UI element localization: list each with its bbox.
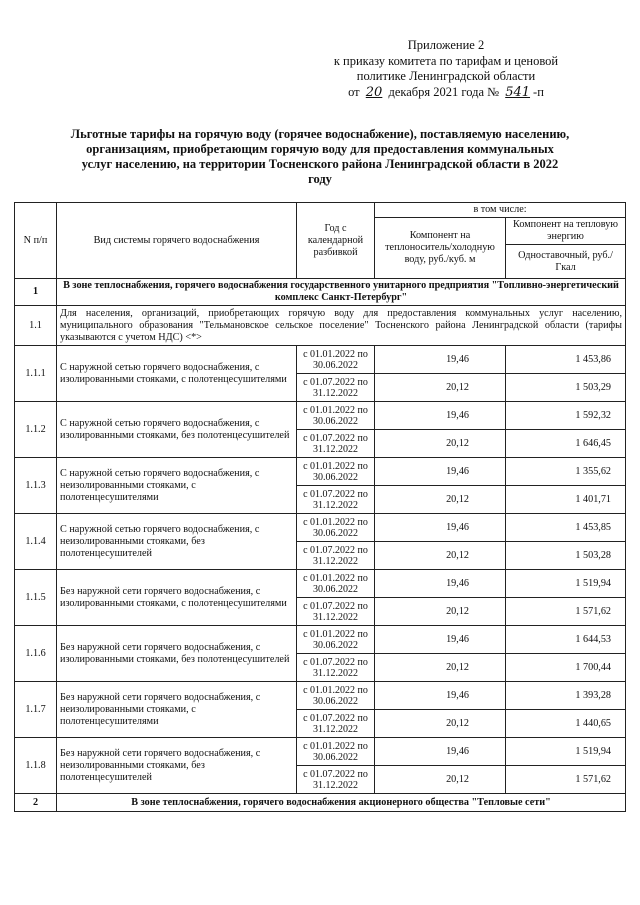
subsection-1-1-text: Для населения, организаций, приобретающих горячую воду для предоставления коммунальных услуг населению, муниципального образования "Тельмановское сельское поселение" Тосненского района Ленинградской области (тарифы указываются с учетом НДС) <*> [57,306,626,346]
table-row [15,514,626,542]
table-row [15,682,626,710]
row-num: 1.1.3 [15,458,57,514]
row-period-2: с 01.07.2022 по 31.12.2022 [297,486,375,514]
row-heat-value-2: 1 571,62 [506,598,626,626]
row-period-1: с 01.01.2022 по 30.06.2022 [297,682,375,710]
section-row-2 [15,794,626,812]
tariff-table [14,202,626,812]
table-row [15,458,626,486]
row-description: С наружной сетью горячего водоснабжения, с изолированными стояками, без полотенцесушителей [57,402,297,458]
row-period-2: с 01.07.2022 по 31.12.2022 [297,542,375,570]
row-period-1: с 01.01.2022 по 30.06.2022 [297,738,375,766]
table-row [15,570,626,598]
row-description: С наружной сетью горячего водоснабжения, с неизолированными стояками, с полотенцесушителями [57,458,297,514]
row-heat-value-2: 1 401,71 [506,486,626,514]
row-heat-value-2: 1 503,28 [506,542,626,570]
row-heat-value-1: 1 453,85 [506,514,626,542]
row-carrier-value-1: 19,46 [375,514,506,542]
section-row-1 [15,279,626,306]
row-heat-value-2: 1 700,44 [506,654,626,682]
row-carrier-value-2: 20,12 [375,542,506,570]
row-period-2: с 01.07.2022 по 31.12.2022 [297,430,375,458]
row-carrier-value-2: 20,12 [375,486,506,514]
row-heat-value-2: 1 646,45 [506,430,626,458]
row-description: Без наружной сети горячего водоснабжения, с изолированными стояками, без полотенцесушителей [57,626,297,682]
appendix-line-2: к приказу комитета по тарифам и ценовой [333,53,559,68]
row-period-1: с 01.01.2022 по 30.06.2022 [297,402,375,430]
row-heat-value-2: 1 571,62 [506,766,626,794]
section-2-num: 2 [15,794,57,812]
table-row [15,402,626,430]
appendix-block [316,38,576,100]
row-num: 1.1.5 [15,570,57,626]
row-description: Без наружной сети горячего водоснабжения, с неизолированными стояками, с полотенцесушителями [57,682,297,738]
subsection-row-1-1 [15,306,626,346]
row-period-2: с 01.07.2022 по 31.12.2022 [297,374,375,402]
row-carrier-value-1: 19,46 [375,570,506,598]
row-carrier-value-2: 20,12 [375,598,506,626]
row-heat-value-1: 1 519,94 [506,738,626,766]
table-row [15,626,626,654]
row-heat-value-2: 1 440,65 [506,710,626,738]
row-num: 1.1.8 [15,738,57,794]
row-description: С наружной сетью горячего водоснабжения, с неизолированными стояками, без полотенцесушителей [57,514,297,570]
header-including: в том числе: [375,203,626,218]
row-description: Без наружной сети горячего водоснабжения, с неизолированными стояками, без полотенцесушителей [57,738,297,794]
row-period-1: с 01.01.2022 по 30.06.2022 [297,514,375,542]
row-heat-value-2: 1 503,29 [506,374,626,402]
row-num: 1.1.4 [15,514,57,570]
row-carrier-value-2: 20,12 [375,654,506,682]
appendix-order-number: 541 [505,84,531,100]
row-carrier-value-2: 20,12 [375,766,506,794]
row-description: С наружной сетью горячего водоснабжения, с изолированными стояками, с полотенцесушителями [57,346,297,402]
row-num: 1.1.7 [15,682,57,738]
section-2-text: В зоне теплоснабжения, горячего водоснабжения акционерного общества "Тепловые сети" [57,794,626,812]
row-heat-value-1: 1 592,32 [506,402,626,430]
header-row-1 [15,203,626,218]
section-1-text: В зоне теплоснабжения, горячего водоснабжения государственного унитарного предприятия "Топливно-энергетический комплекс Санкт-Петербург" [57,279,626,306]
row-heat-value-1: 1 393,28 [506,682,626,710]
row-carrier-value-1: 19,46 [375,346,506,374]
row-period-1: с 01.01.2022 по 30.06.2022 [297,570,375,598]
appendix-date-day: 20 [365,84,383,100]
appendix-date-middle: декабря 2021 года № [388,84,500,99]
appendix-date-prefix: от [348,84,360,99]
row-carrier-value-2: 20,12 [375,374,506,402]
appendix-line-1: Приложение 2 [407,38,485,52]
row-carrier-value-2: 20,12 [375,710,506,738]
appendix-line-4 [316,85,576,101]
row-carrier-value-1: 19,46 [375,738,506,766]
row-period-1: с 01.01.2022 по 30.06.2022 [297,626,375,654]
header-component-carrier: Компонент на теплоноситель/холодную воду, руб./куб. м [375,218,506,279]
header-single-rate: Одноставочный, руб./Гкал [506,245,626,279]
row-carrier-value-1: 19,46 [375,626,506,654]
row-period-2: с 01.07.2022 по 31.12.2022 [297,710,375,738]
row-carrier-value-2: 20,12 [375,430,506,458]
row-carrier-value-1: 19,46 [375,682,506,710]
row-period-2: с 01.07.2022 по 31.12.2022 [297,654,375,682]
row-period-2: с 01.07.2022 по 31.12.2022 [297,598,375,626]
appendix-line-3: политике Ленинградской области [356,69,536,83]
row-description: Без наружной сети горячего водоснабжения, с изолированными стояками, с полотенцесушителями [57,570,297,626]
header-system: Вид системы горячего водоснабжения [57,203,297,279]
row-num: 1.1.1 [15,346,57,402]
header-num: N п/п [15,203,57,279]
document-title: Льготные тарифы на горячую воду (горячее водоснабжение), поставляемую населению, организациям, приобретающим горячую воду для предоставления коммунальных услуг населению, на территории Тосненского района Ленинградской области в 2022 году [70,127,570,186]
row-carrier-value-1: 19,46 [375,402,506,430]
row-heat-value-1: 1 644,53 [506,626,626,654]
row-heat-value-1: 1 519,94 [506,570,626,598]
row-period-2: с 01.07.2022 по 31.12.2022 [297,766,375,794]
appendix-order-suffix: -п [533,84,544,99]
section-1-num: 1 [15,279,57,306]
subsection-1-1-num: 1.1 [15,306,57,346]
row-heat-value-1: 1 355,62 [506,458,626,486]
row-period-1: с 01.01.2022 по 30.06.2022 [297,346,375,374]
row-period-1: с 01.01.2022 по 30.06.2022 [297,458,375,486]
table-row [15,738,626,766]
row-carrier-value-1: 19,46 [375,458,506,486]
row-heat-value-1: 1 453,86 [506,346,626,374]
header-component-heat: Компонент на тепловую энергию [506,218,626,245]
header-year: Год с календарной разбивкой [297,203,375,279]
row-num: 1.1.2 [15,402,57,458]
table-row [15,346,626,374]
row-num: 1.1.6 [15,626,57,682]
